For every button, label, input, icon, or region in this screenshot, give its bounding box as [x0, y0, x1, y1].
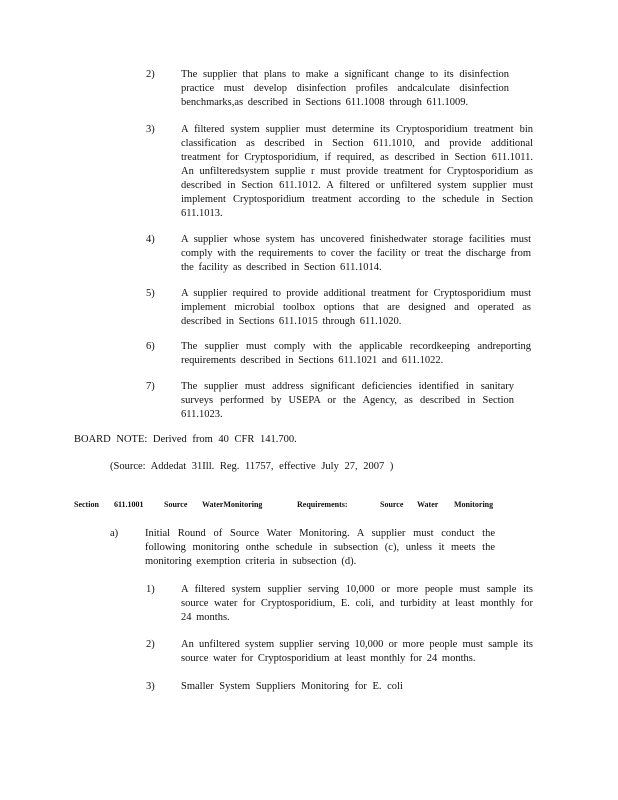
list-item-text: Smaller System Suppliers Monitoring for E. coli [181, 681, 403, 692]
list-item-number: 7) [146, 381, 155, 392]
list-item-number: 2) [146, 69, 155, 80]
section-title-word: Source [164, 500, 188, 509]
section-number: 611.1001 [114, 500, 144, 509]
list-item-number: 4) [146, 234, 155, 245]
subsection-number: a) [110, 528, 119, 539]
section-title-word: WaterMonitoring [202, 500, 263, 509]
list-item-text: The supplier must address significant deficiencies identified in sanitary surveys performed by USEPA or the Agency, as described in Section 611.1023. [181, 381, 514, 420]
list-item-text: A supplier whose system has uncovered finishedwater storage facilities must comply with the requirements to cover the facility or treat the discharge from the facility as described in Section 611.1014. [181, 234, 531, 273]
board-note: BOARD NOTE: Derived from 40 CFR 141.700. [74, 434, 297, 445]
list-item-number: 3) [146, 681, 155, 692]
list-item-number: 1) [146, 584, 155, 595]
list-item-text: A filtered system supplier serving 10,000 or more people must sample its source water for Cryptosporidium, E. coli, and turbidity at least monthly for 24 months. [181, 584, 533, 623]
list-item-text: A supplier required to provide additional treatment for Cryptosporidium must implement microbial toolbox options that are designed and operated as described in Sections 611.1015 through 611.1020. [181, 288, 531, 327]
section-title-word: Source [380, 500, 404, 509]
section-label: Section [74, 500, 99, 509]
source-note: (Source: Addedat 31Ill. Reg. 11757, effective July 27, 2007 ) [110, 461, 394, 472]
section-title-word: Requirements: [297, 500, 348, 509]
list-item-text: The supplier must comply with the applicable recordkeeping andreporting requirements described in Sections 611.1021 and 611.1022. [181, 341, 531, 366]
section-title-word: Water [417, 500, 439, 509]
section-title-word: Monitoring [454, 500, 494, 509]
list-item-text: A filtered system supplier must determine its Cryptosporidium treatment bin classification as described in Section 611.1010, and provide additional treatment for Cryptosporidium, if required, as described in Section 611.1011. An unfilteredsystem supplie r must provide treatment for Cryptosporidium as described in Section 611.1012. A filtered or unfiltered system supplier must implement Cryptosporidium treatment according to the schedule in Section 611.1013. [181, 124, 533, 219]
list-item-text: The supplier that plans to make a significant change to its disinfection practice must develop disinfection profiles andcalculate disinfection benchmarks,as described in Sections 611.1008 through 611.1009. [181, 69, 509, 108]
list-item-number: 2) [146, 639, 155, 650]
list-item-text: An unfiltered system supplier serving 10,000 or more people must sample its source water for Cryptosporidium at least monthly for 24 months. [181, 639, 533, 664]
list-item-number: 5) [146, 288, 155, 299]
subsection-text: Initial Round of Source Water Monitoring. A supplier must conduct the following monitoring onthe schedule in subsection (c), unless it meets the monitoring exemption criteria in subsection (d). [145, 528, 495, 567]
list-item-number: 6) [146, 341, 155, 352]
list-item-number: 3) [146, 124, 155, 135]
